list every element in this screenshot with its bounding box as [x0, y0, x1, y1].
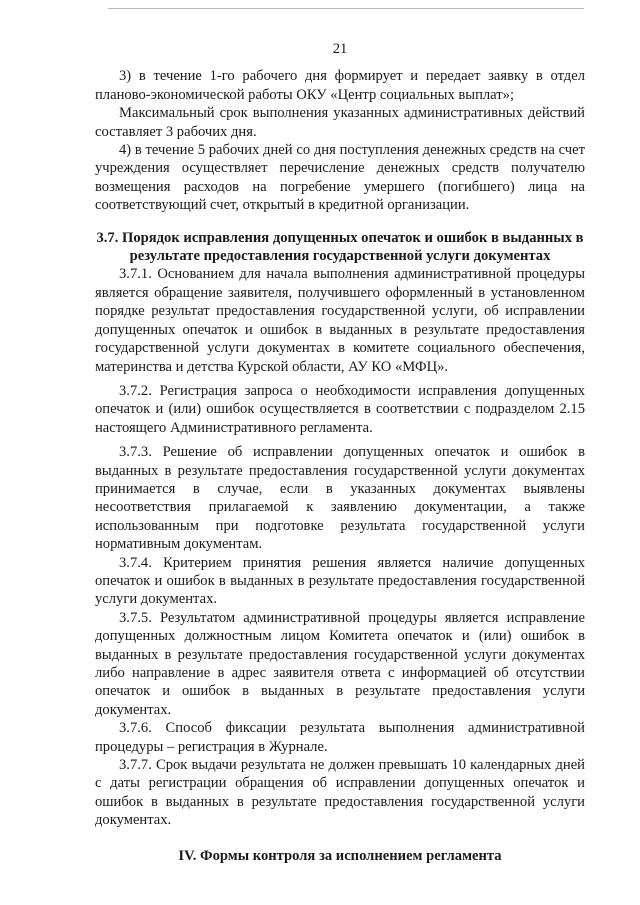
- paragraph-3-7-6: 3.7.6. Способ фиксации результата выполнения административной процедуры – регистрация в Журнале.: [95, 720, 585, 755]
- paragraph-3-7-1: 3.7.1. Основанием для начала выполнения административной процедуры является обращение заявителя, получившего оформленный в установленном порядке результат предоставления государственной услуги, об исправлении допущенных опечаток и ошибок в выданных в результате предоставления государственной услуги документах в комитете социального обеспечения, материнства и детства Курской области, АУ КО «МФЦ».: [95, 266, 585, 375]
- section-3-7-heading: 3.7. Порядок исправления допущенных опечаток и ошибок в выданных в результате предоставления государственной услуги документах: [96, 229, 584, 265]
- paragraph-max-term: Максимальный срок выполнения указанных административных действий составляет 3 рабочих дня.: [95, 105, 585, 140]
- section-iv-heading: IV. Формы контроля за исполнением регламента: [178, 847, 502, 864]
- paragraph-intro-4: 4) в течение 5 рабочих дней со дня поступления денежных средств на счет учреждения осуществляет перечисление денежных средств получателю возмещения расходов на погребение умершего (погибшего) лица на соответствующий счет, открытый в кредитной организации.: [95, 142, 585, 214]
- paragraph-3-7-5: 3.7.5. Результатом административной процедуры является исправление допущенных должностным лицом Комитета опечаток и (или) ошибок в выданных в результате предоставления государственной услуги документах либо направление в адрес заявителя ответа с информацией об отсутствии опечаток и ошибок в выданных в результате предоставления услуги документах.: [95, 609, 585, 718]
- paragraph-3-7-3: 3.7.3. Решение об исправлении допущенных опечаток и ошибок в выданных в результате предоставления государственной услуги документах принимается в случае, если в указанных документах выявлены несоответствия прилагаемой к заявлению документации, а также использованным при подготовке результата государственной услуги нормативным документам.: [95, 444, 585, 553]
- page-number: 21: [332, 41, 348, 57]
- paragraph-3-7-4: 3.7.4. Критерием принятия решения является наличие допущенных опечаток и ошибок в выданных в результате предоставления государственной услуги документах.: [95, 554, 585, 608]
- paragraph-3-7-7: 3.7.7. Срок выдачи результата не должен превышать 10 календарных дней с даты регистрации обращения об исправлении допущенных опечаток и ошибок в выданных в результате предоставления государственной услуги документах.: [95, 757, 585, 829]
- top-rule: [108, 8, 584, 9]
- document-page: [95, 40, 585, 865]
- paragraph-intro-3: 3) в течение 1-го рабочего дня формирует и передает заявку в отдел планово-экономической работы ОКУ «Центр социальных выплат»;: [95, 68, 585, 103]
- paragraph-3-7-2: 3.7.2. Регистрация запроса о необходимости исправления допущенных опечаток и (или) ошибок осуществляется в соответствии с подразделом 2.15 настоящего Административного регламента.: [95, 382, 585, 436]
